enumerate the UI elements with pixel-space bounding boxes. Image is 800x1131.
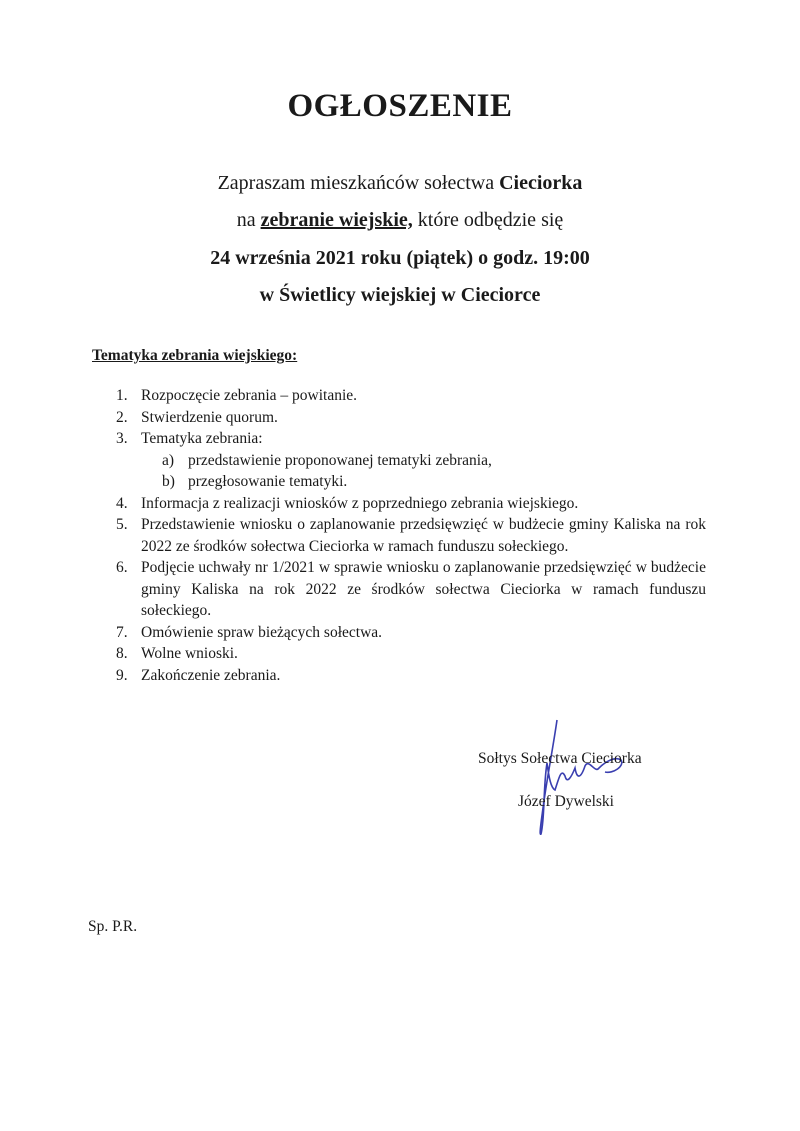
agenda-item [116,385,706,407]
agenda-item-text: Tematyka zebrania: [141,430,263,447]
agenda-item-number: b) [162,473,175,490]
intro-text: które odbędzie się [412,209,564,231]
agenda-item-number: a) [162,451,175,469]
meeting-date: 24 września 2021 roku (piątek) o godz. 19:00 [210,247,590,269]
agenda-item [116,514,706,557]
signatory-title: Sołtys Sołectwa Cieciorka [478,750,642,767]
agenda-item-text: Przedstawienie wniosku o zaplanowanie przedsięwzięć w budżecie gminy Kaliska na rok 2022 ze środków sołectwa Cieciorka w ramach funduszu sołeckiego. [141,516,706,555]
agenda-item [116,665,706,687]
intro-text: na [236,209,261,231]
agenda-item-number: 4. [116,494,128,512]
agenda-item-number: 8. [116,645,128,662]
intro-line-2 [0,209,800,232]
meeting-location: w Świetlicy wiejskiej w Cieciorce [259,284,541,306]
agenda-item [116,407,706,429]
agenda-item-text: Wolne wnioski. [141,645,238,662]
agenda-item [116,643,706,665]
topics-heading: Tematyka zebrania wiejskiego: [92,347,298,364]
intro-text: Zapraszam mieszkańców sołectwa [217,172,500,194]
signatory-name: Józef Dywelski [518,793,614,810]
agenda-item-number: 1. [116,387,128,404]
agenda-item-text: Podjęcie uchwały nr 1/2021 w sprawie wniosku o zaplanowanie przedsięwzięć w budżecie gminy Kaliska na rok 2022 ze środków sołectwa Cieciorka w ramach funduszu sołeckiego. [141,559,706,619]
agenda-item-text: Rozpoczęcie zebrania – powitanie. [141,387,358,404]
agenda-item-text: przegłosowanie tematyki. [188,473,348,490]
agenda-item-text: Stwierdzenie quorum. [141,408,278,426]
agenda-list [116,385,706,686]
agenda-item-number: 7. [116,623,128,641]
footer-initials: Sp. P.R. [88,918,138,935]
handwritten-signature [525,718,635,838]
agenda-item-number: 2. [116,408,128,426]
agenda-item [116,428,706,450]
agenda-item [116,450,706,472]
agenda-item [116,493,706,515]
agenda-item-number: 5. [116,516,128,533]
meeting-type: zebranie wiejskie, [260,209,413,231]
agenda-item-number: 9. [116,666,128,684]
agenda-item-text: Informacja z realizacji wniosków z poprzedniego zebrania wiejskiego. [141,494,579,512]
agenda-item-text: przedstawienie proponowanej tematyki zebrania, [188,451,492,469]
agenda-item-number: 3. [116,430,128,447]
page-title: OGŁOSZENIE [287,88,513,124]
agenda-item-number: 6. [116,559,128,576]
intro-line-1 [0,172,800,195]
agenda-item [116,557,706,622]
agenda-item-text: Omówienie spraw bieżących sołectwa. [141,623,383,641]
agenda-item [116,471,706,493]
agenda-item [116,622,706,644]
village-name: Cieciorka [499,172,583,194]
agenda-item-text: Zakończenie zebrania. [141,666,281,684]
